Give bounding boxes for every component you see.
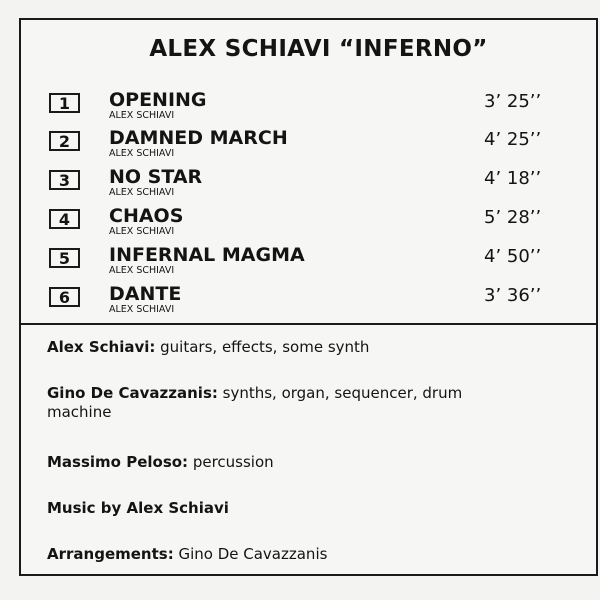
- credit-name: Massimo Peloso:: [47, 453, 189, 471]
- track-number-box: 3: [49, 170, 80, 190]
- track-number-box: 6: [49, 287, 80, 307]
- track-title: OPENING: [109, 89, 207, 111]
- credit-role: Gino De Cavazzanis: [173, 545, 328, 563]
- track-composer: ALEX SCHIAVI: [109, 304, 175, 315]
- liner-notes-frame: [19, 18, 598, 576]
- track-row: [21, 242, 596, 280]
- track-title: CHAOS: [109, 205, 184, 227]
- track-duration: 5’ 28’’: [484, 207, 542, 228]
- track-duration: 3’ 25’’: [484, 91, 542, 112]
- track-number-box: 2: [49, 131, 80, 151]
- track-title: DAMNED MARCH: [109, 127, 288, 149]
- track-composer: ALEX SCHIAVI: [109, 265, 175, 276]
- credit-line: [47, 338, 517, 357]
- album-title: ALEX SCHIAVI “INFERNO”: [149, 36, 488, 62]
- credit-role: percussion: [188, 453, 274, 471]
- track-title: NO STAR: [109, 166, 203, 188]
- credit-role: synths, organ, sequencer, drum machine: [47, 384, 463, 421]
- track-row: [21, 281, 596, 319]
- track-title: INFERNAL MAGMA: [109, 244, 305, 266]
- track-row: [21, 164, 596, 202]
- credit-name: Alex Schiavi:: [47, 338, 156, 356]
- track-duration: 4’ 25’’: [484, 129, 542, 150]
- track-number-box: 5: [49, 248, 80, 268]
- credit-name: Arrangements:: [47, 545, 174, 563]
- credit-line: [47, 453, 517, 472]
- credit-line: [47, 545, 517, 564]
- credit-name: Gino De Cavazzanis:: [47, 384, 218, 402]
- track-title: DANTE: [109, 283, 182, 305]
- track-composer: ALEX SCHIAVI: [109, 110, 175, 121]
- track-composer: ALEX SCHIAVI: [109, 187, 175, 198]
- track-row: [21, 203, 596, 241]
- track-number-box: 4: [49, 209, 80, 229]
- track-duration: 3’ 36’’: [484, 285, 542, 306]
- track-duration: 4’ 50’’: [484, 246, 542, 267]
- tracklist-panel: [21, 20, 596, 325]
- credit-line: [47, 499, 517, 518]
- track-row: [21, 87, 596, 125]
- credit-name: Music by Alex Schiavi: [47, 499, 229, 517]
- credit-role: guitars, effects, some synth: [155, 338, 370, 356]
- track-composer: ALEX SCHIAVI: [109, 226, 175, 237]
- track-number-box: 1: [49, 93, 80, 113]
- track-duration: 4’ 18’’: [484, 168, 542, 189]
- track-row: [21, 125, 596, 163]
- track-composer: ALEX SCHIAVI: [109, 148, 175, 159]
- credit-line: [47, 384, 517, 422]
